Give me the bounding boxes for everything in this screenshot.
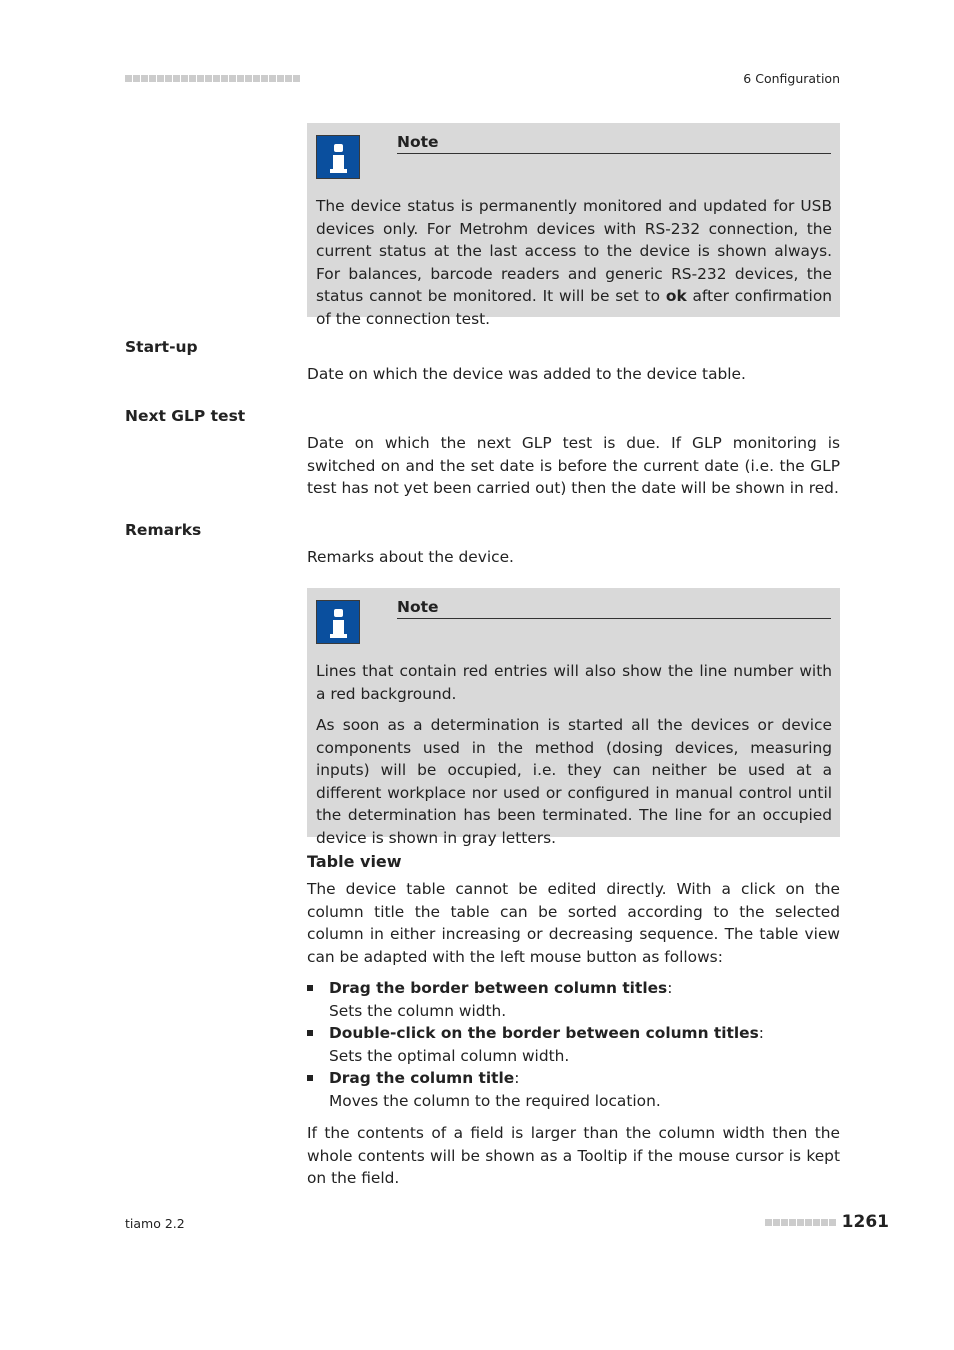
note-text [316,660,832,858]
page-footer [765,1212,889,1232]
product-name: tiamo 2.2 [125,1216,185,1231]
list-item-term: Drag the column title [329,1069,515,1087]
page-number: 1261 [841,1212,889,1232]
note-title: Note [397,133,831,154]
next-glp-text: Date on which the next GLP test is due. If GLP monitoring is switched on and the set date is before the current date (i.e. the GLP test has not yet been carried out) then the date will be shown in red. [307,434,840,497]
bullet-marker [307,1030,313,1036]
list-item-term: Double-click on the border between column titles [329,1024,759,1042]
info-icon [316,600,360,644]
note-title: Note [397,598,831,619]
list-item: Drag the border between column titles: Sets the column width. [307,977,840,1022]
next-glp-description [307,432,840,500]
note-bold-term: ok [665,287,687,305]
bullet-marker [307,985,313,991]
section-title: 6 Configuration [743,71,840,86]
note-box [307,588,840,847]
list-item: Double-click on the border between column titles: Sets the optimal column width. [307,1022,840,1067]
header-decoration [125,75,300,82]
list-item: Drag the column title: Moves the column to the required location. [307,1067,840,1112]
table-view-outro-text: If the contents of a field is larger than the column width then the whole contents will be shown as a Tooltip if the mouse cursor is kept on the field. [307,1124,840,1187]
list-item-description: Moves the column to the required location. [329,1091,661,1110]
info-icon [316,135,360,179]
label-startup: Start-up [125,338,198,356]
bullet-marker [307,1075,313,1081]
table-view-outro [307,1122,840,1190]
note-paragraph: Lines that contain red entries will also show the line number with a red background. [316,662,832,703]
list-item-term: Drag the border between column titles [329,979,668,997]
table-view-intro-text: The device table cannot be edited directly. With a click on the column title the table can be sorted according to the selected column in either increasing or decreasing sequence. The table view can be adapted with the left mouse button as follows: [307,880,840,966]
note-paragraph: As soon as a determination is started all the devices or device components used in the method (dosing devices, measuring inputs) will be occupied, i.e. they can neither be used at a different workplace nor used or configured in manual control until the determination has been terminated. The line for an occupied device is shown in gray letters. [316,716,832,847]
note-text [316,195,832,339]
note-text-part: The device status is permanently monitored and updated for USB devices only. For Metrohm devices with RS-232 connection, the current status at the last access to the device is shown always. For balances, barcode readers and generic RS-232 devices, the status cannot be monitored. It will be set to [316,197,832,305]
remarks-text: Remarks about the device. [307,548,514,566]
list-item-description: Sets the column width. [329,1001,507,1020]
list-item-description: Sets the optimal column width. [329,1046,570,1065]
label-next-glp-test: Next GLP test [125,407,246,425]
bullet-list [307,977,840,1112]
table-view-heading: Table view [307,852,402,871]
startup-text: Date on which the device was added to the device table. [307,365,746,383]
note-box [307,123,840,328]
remarks-description [307,546,840,569]
label-remarks: Remarks [125,521,202,539]
footer-decoration [765,1219,836,1226]
startup-description [307,363,840,386]
table-view-intro [307,878,840,968]
note-text-part: after confirmation of the connection test. [316,287,833,328]
